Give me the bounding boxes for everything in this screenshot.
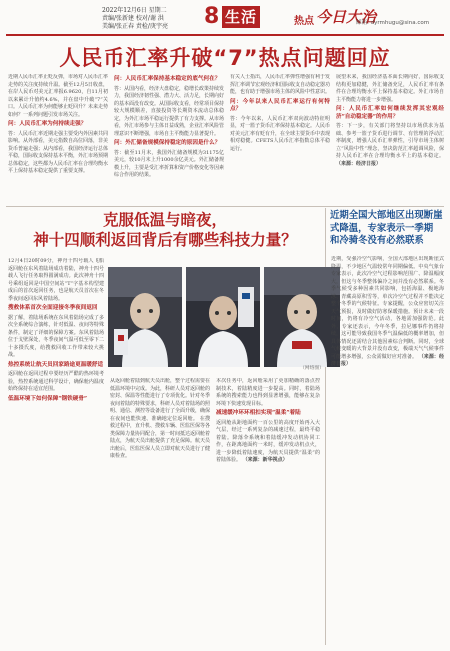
- article1-subhead-3: 问：外汇储备规模保持稳定的原因是什么？: [114, 140, 221, 146]
- article2-subhead-1: 搜救体系首次全面迎接冬季夜间返回: [8, 305, 98, 311]
- article2-col1-text-c: 返回舱在返回过程中要经历严酷的热环境考验，热控系统通过科学设计，确保舱内温度始终保持在适宜范围。: [8, 371, 104, 392]
- article2-headline-line2: 神十四顺利返回背后有哪些科技力量？: [33, 231, 297, 249]
- article2-column-1: [8, 258, 104, 642]
- article1-col2-text: 答：从国内看，经济大盘稳定，稳增长政策持续发力，我国经济韧性强、潜力大、活力足，长期向好的基本面没有改变。从国际收支看，经常项目保持较大规模顺差，直接投资等长期资本流动总体稳定，为外汇市场平稳运行提供了有力支撑。从市场看，外汇市场参与主体日益成熟，企业汇率风险管理意识不断增强，市场自主平衡能力显著提升。: [114, 85, 224, 137]
- photo-astronaut-3: [264, 267, 340, 367]
- article2-col2-text-b: 在搜救过程中，直升机、搜救车辆、医监医保等各类保障力量协同配合，第一时间抵达返回舱着陆点，为航天员出舱提供了充足保障。航天员出舱后，医监医保人员立即对航天员进行了健康检查。: [110, 415, 210, 459]
- article1-column-1: [8, 74, 108, 204]
- article2-column-3: [216, 378, 320, 643]
- article1-col3-text-b: 答：今年以来，人民币汇率双向波动特征明显，对一篮子货币汇率保持基本稳定。人民币对美元汇率有贬有升，在全球主要货币中表现相对稳健。CFETS人民币汇率指数总体平稳运行。: [230, 115, 330, 152]
- article1-subhead-1: 问：人民币汇率为何持续走强？: [8, 121, 87, 127]
- article1-col3-text: 有关人士指出，人民币汇率弹性增强有利于发挥汇率调节宏观经济和国际收支自动稳定器功能，也有助于增强市场主体的风险中性意识。: [230, 74, 330, 95]
- article1-column-4: [336, 74, 444, 204]
- article2-column-2: [110, 378, 210, 643]
- masthead-info: [102, 7, 202, 31]
- newspaper-logo: 今日大治: [316, 8, 377, 26]
- section-title: 生活: [222, 6, 260, 28]
- article3-headline-line2: 式降温，专家表示一季期: [330, 222, 434, 234]
- article1-source: （来源：经济日报）: [336, 160, 382, 167]
- photo-astronaut-1: [108, 267, 182, 367]
- article2-subhead-3: 低温环境下如何保障“钢铁硬骨”: [8, 395, 88, 402]
- article3-headline-line3: 和冷骑冬没有必然联系: [330, 235, 424, 246]
- article2-headline-line1: 克服低温与暗夜，: [102, 211, 227, 229]
- article1-headline: 人民币汇率升破“7”热点问题回应: [59, 46, 391, 70]
- email-line: 邮箱: dyrmhugu@sina.com: [356, 20, 430, 26]
- article1-subhead-5: 问：人民币汇率如何继续发挥其宏观经济“自动稳定器”的作用？: [336, 106, 444, 120]
- article1-subhead-2: 问：人民币汇率保持基本稳定的底气何在？: [114, 76, 221, 82]
- article1-col1-text: 近期人民币汇率止贬反弹，市场对人民币汇率走势的关注度持续升温。截至12月5日收盘，在岸人民币对美元汇率报6.9620，自11月初以来累计升值约4.6%，并在盘中升破“7”关口。人民币汇率为何能够止贬回升？未来走势如何？一系列问题引发市场关注。: [8, 74, 108, 118]
- article2-col3-text: 本次任务中，返回舱采用了更加精确的落点控制技术，着陆精度进一步提高。同时，着陆场系统的搜索能力也得到显著增强，能够在复杂环境下快速发现目标。: [216, 378, 320, 407]
- page-number: 8: [204, 4, 220, 29]
- masthead: [6, 4, 444, 36]
- layout-line: 美编/张正春 责检/庚宇亮: [102, 23, 168, 30]
- astronaut-photos: [108, 267, 340, 373]
- article2-col1-text-b: 据了解，着陆场系统在东风着陆场完成了多次全系统综合演练，针对低温、夜间等特殊条件，制定了详细的保障方案。东风着陆场位于戈壁深处，冬季夜间气温可低至零下二十多摄氏度，给搜救回收工作带来较大挑战。: [8, 314, 104, 358]
- divider-horizontal: [6, 206, 444, 207]
- photo-astronaut-2: [186, 267, 260, 367]
- date-line: 2022年12月6日 星期二: [102, 7, 167, 14]
- article1-col4-text-b: 答：下一步，有关部门将坚持以市场供求为基础、参考一篮子货币进行调节、有管理的浮动汇率制度，增强人民币汇率弹性，引导市场主体树立“风险中性”理念，坚决防范汇率超调风险，保持人民币汇率在合理均衡水平上的基本稳定。: [336, 123, 444, 159]
- article3-text: 近期，受强冷空气影响，全国大部地区出现断崖式降温，不少地区气温较常年同期偏低。中央气象台专家表示，此次冷空气过程影响范围广、降温幅度大，但这与冬季整体偏冷之间并没有必然联系。冬季气候受多种因素共同影响，包括海温、极地海冰、青藏高原积雪等，单次冷空气过程并不能决定整个冬季的气候特征。专家提醒，公众应密切关注天气预报，及时做好防寒保暖措施。预计未来一段时间，仍将有冷空气活动，各地需加强防范。此外，专家还表示，今年冬季，拉尼娜事件仍将持续，这可能导致我国冬季气温偏低的概率增加，但具体情况还需结合其他因素综合判断。同时，全球气候变暖的大背景并没有改变，极端天气气候事件可能增多增强，公众需做好应对准备。: [331, 256, 444, 360]
- photo-caption: （网络图）: [300, 366, 324, 371]
- article2-col1-text: 12月4日20时09分，神舟十四号载人飞船返回舱在东风着陆场成功着陆，神舟十四号载人飞行任务取得圆满成功。此次神舟十四号乘组返回是中国空间站“T”字基本构型建成后的首次返回任务，也是航天员首次在冬季夜间返回东风着陆场。: [8, 258, 104, 302]
- article3-source: （来源：经济日报）: [331, 353, 444, 367]
- article3-headline-line1: 近期全国大部地区出现断崖: [330, 210, 443, 221]
- editors-line: 责编/张新建 校对/谢 洪: [102, 15, 164, 22]
- article2-subhead-4: 减速缓冲环环相扣实现“温柔”着陆: [216, 410, 301, 416]
- article2-col3-text-b: 返回舱从距地面约一百公里的高度开始再入大气层，经过一系列复杂的减速过程，最终平稳着陆。降落伞系统和着陆缓冲发动机协同工作，在距离地面约一米时，缓冲发动机点火，进一步降低着陆速度，为航天员提供“温柔”的着陆体验。: [216, 419, 320, 463]
- article3-headline: [330, 210, 446, 248]
- article2-subhead-2: 热控系统让航天员回家路途更温暖舒适: [8, 361, 104, 368]
- article1-col1-text-b: 答：人民币汇率近期走强主要受内外因素共同影响。从外部看，美元指数自高位回落，非美货币普遍走强；从内部看，我国经济运行总体平稳，国际收支保持基本平衡，外汇市场预期总体稳定，这些都为人民币汇率在合理均衡水平上保持基本稳定提供了重要支撑。: [8, 130, 108, 174]
- article2-col2-text: 从返回舱着陆到航天员出舱，整个过程需要在低温环境中完成。为此，科研人员对返回舱的密封、保温等性能进行了专项优化。针对冬季夜间着陆的特殊要求，科研人员对着陆场的照明、通信、测控等设备进行了全面升级，确保在夜间也能快速、准确地定位返回舱。: [110, 378, 210, 422]
- article2-source: （来源：新华视点）: [242, 457, 288, 463]
- article2-headline: [10, 210, 320, 250]
- article1-col4-text: 展望未来，我国经济基本面长期向好，国际收支结构更加稳健，外汇储备充足，人民币汇率有条件在合理均衡水平上保持基本稳定。外汇市场自主平衡能力将进一步增强。: [336, 74, 444, 103]
- article1-column-2: [114, 74, 224, 204]
- article1-col2-text-b: 答：截至11月末，我国外汇储备规模为31175亿美元，较10月末上升1000余亿美元。外汇储备规模上升，主要是受汇率折算和资产价格变化等因素综合作用的结果。: [114, 149, 224, 178]
- article3-column: [331, 256, 444, 644]
- article1-column-3: [230, 74, 330, 204]
- article1-subhead-4: 问：今年以来人民币汇率运行有何特点？: [230, 98, 330, 112]
- section-subtitle: 热点: [294, 16, 314, 27]
